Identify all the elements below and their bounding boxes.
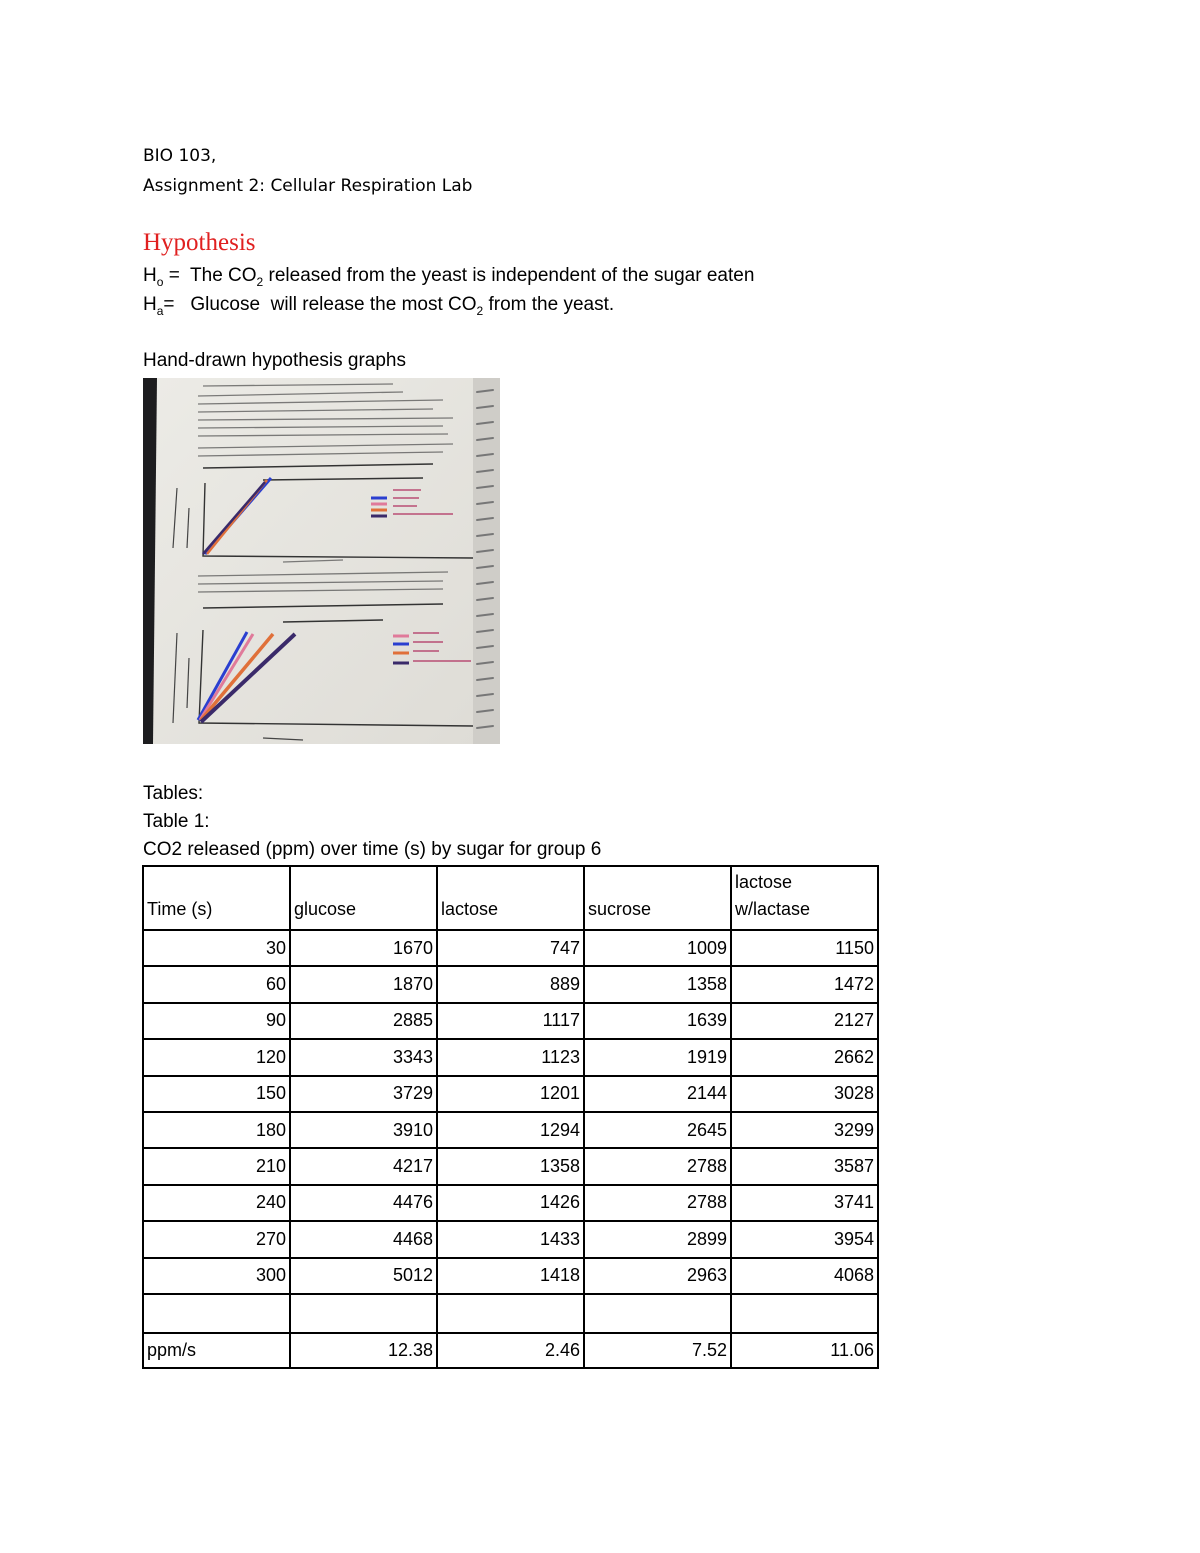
table-cell: 3910 (290, 1112, 437, 1148)
hypothesis-graphs-photo (143, 378, 500, 744)
table-cell: 1472 (731, 966, 878, 1002)
table-cell (437, 1294, 584, 1333)
table-empty-row (143, 1294, 878, 1333)
table-cell: 3028 (731, 1076, 878, 1112)
table-cell: 4217 (290, 1148, 437, 1184)
table-cell: 2144 (584, 1076, 731, 1112)
table-cell: 747 (437, 930, 584, 966)
table-cell: 180 (143, 1112, 290, 1148)
table-cell: 2899 (584, 1221, 731, 1257)
table-header-cell: Time (s) (143, 866, 290, 930)
table-row (143, 1039, 878, 1075)
rate-cell: 2.46 (437, 1333, 584, 1368)
table-cell: 120 (143, 1039, 290, 1075)
table-cell: 30 (143, 930, 290, 966)
table-cell: 210 (143, 1148, 290, 1184)
table-row (143, 1076, 878, 1112)
table-cell: 3729 (290, 1076, 437, 1112)
table-header-cell: lactose w/lactase (731, 866, 878, 930)
table-header-row (143, 866, 878, 930)
table-cell: 60 (143, 966, 290, 1002)
table-cell: 1358 (584, 966, 731, 1002)
rate-cell: 11.06 (731, 1333, 878, 1368)
table-cell: 2645 (584, 1112, 731, 1148)
table-cell: 1201 (437, 1076, 584, 1112)
rate-cell: 12.38 (290, 1333, 437, 1368)
table-row (143, 1003, 878, 1039)
table-row (143, 1221, 878, 1257)
table-cell: 1358 (437, 1148, 584, 1184)
table-cell: 4468 (290, 1221, 437, 1257)
hypothesis-heading: Hypothesis (143, 229, 256, 256)
table-cell: 2788 (584, 1185, 731, 1221)
table-row (143, 966, 878, 1002)
table-cell: 3587 (731, 1148, 878, 1184)
table-cell: 1123 (437, 1039, 584, 1075)
table-cell: 3299 (731, 1112, 878, 1148)
table-cell: 1639 (584, 1003, 731, 1039)
alternative-hypothesis: $H_a= Glucose$ will release the most $CO_2$ from the yeast. (143, 294, 615, 318)
table-cell: 1670 (290, 930, 437, 966)
table-cell: 2885 (290, 1003, 437, 1039)
table-cell (143, 1294, 290, 1333)
table-cell: 889 (437, 966, 584, 1002)
table-cell: 3954 (731, 1221, 878, 1257)
table-cell: 1426 (437, 1185, 584, 1221)
table-cell: 5012 (290, 1258, 437, 1294)
table-cell (584, 1294, 731, 1333)
table-cell: 1870 (290, 966, 437, 1002)
table-cell: 90 (143, 1003, 290, 1039)
null-hypothesis: $H_o$ = The $CO_2$ released from the yeast is independent of the sugar eaten (143, 265, 755, 289)
table-row (143, 1112, 878, 1148)
table-cell: 2788 (584, 1148, 731, 1184)
table-cell: 4068 (731, 1258, 878, 1294)
table-cell: 1418 (437, 1258, 584, 1294)
table-row (143, 1258, 878, 1294)
table-cell: 2127 (731, 1003, 878, 1039)
table-cell: 270 (143, 1221, 290, 1257)
table-cell: 3741 (731, 1185, 878, 1221)
table-row (143, 1185, 878, 1221)
table-row (143, 1148, 878, 1184)
table-cell: 1919 (584, 1039, 731, 1075)
table-cell: 1009 (584, 930, 731, 966)
table-rate-row (143, 1333, 878, 1368)
table-cell (290, 1294, 437, 1333)
table-cell: 300 (143, 1258, 290, 1294)
table-cell: 1117 (437, 1003, 584, 1039)
assignment-title: Assignment 2: Cellular Respiration Lab (143, 176, 473, 196)
table-cell: 240 (143, 1185, 290, 1221)
table-cell: 3343 (290, 1039, 437, 1075)
rate-label-cell: ppm/s (143, 1333, 290, 1368)
table1-caption: CO2 released (ppm) over time (s) by sugar for group 6 (143, 839, 602, 860)
table-cell: 2963 (584, 1258, 731, 1294)
table-cell: 1294 (437, 1112, 584, 1148)
table-row (143, 930, 878, 966)
table-cell (731, 1294, 878, 1333)
tables-label: Tables: (143, 783, 204, 804)
table-cell: 1150 (731, 930, 878, 966)
course-title: BIO 103, (143, 146, 217, 166)
table-header-cell: sucrose (584, 866, 731, 930)
rate-cell: 7.52 (584, 1333, 731, 1368)
graphs-label: Hand-drawn hypothesis graphs (143, 350, 406, 371)
table-cell: 150 (143, 1076, 290, 1112)
co2-table (142, 865, 879, 1369)
table-header-cell: lactose (437, 866, 584, 930)
table1-label: Table 1: (143, 811, 210, 832)
table-cell: 1433 (437, 1221, 584, 1257)
table-cell: 4476 (290, 1185, 437, 1221)
table-header-cell: glucose (290, 866, 437, 930)
table-cell: 2662 (731, 1039, 878, 1075)
